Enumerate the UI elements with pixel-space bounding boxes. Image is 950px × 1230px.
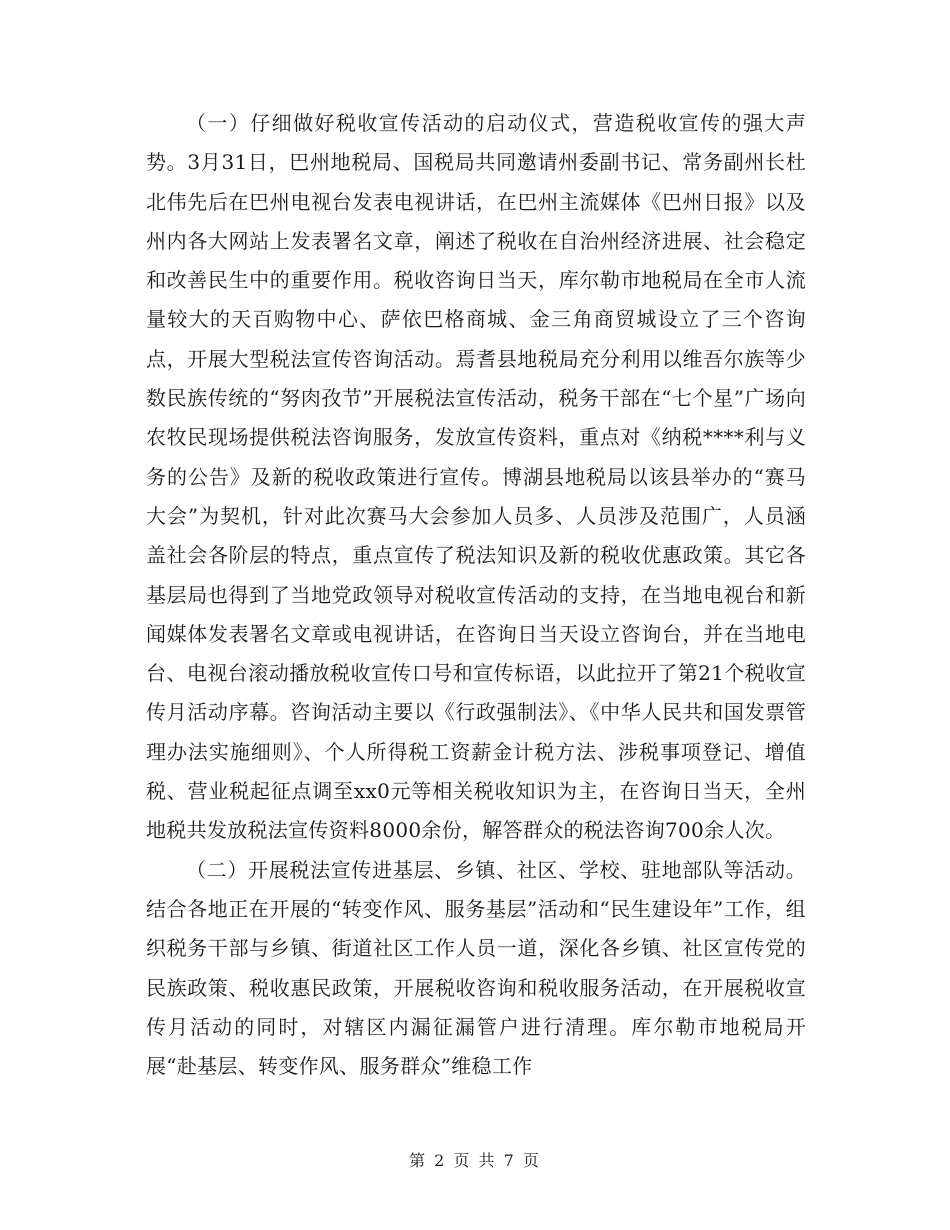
paragraph-1: （一）仔细做好税收宣传活动的启动仪式，营造税收宣传的强大声势。3月31日，巴州地税局、国税局共同邀请州委副书记、常务副州长杜北伟先后在巴州电视台发表电视讲话，在巴州主流媒体《巴州日报》以及州内各大网站上发表署名文章，阐述了税收在自治州经济进展、社会稳定和改善民生中的重要作用。税收咨询日当天，库尔勒市地税局在全市人流量较大的天百购物中心、萨依巴格商城、金三角商贸城设立了三个咨询点，开展大型税法宣传咨询活动。焉耆县地税局充分利用以维吾尔族等少数民族传统的“努肉孜节”开展税法宣传活动，税务干部在“七个星”广场向农牧民现场提供税法咨询服务，发放宣传资料，重点对《纳税****利与义务的公告》及新的税收政策进行宣传。博湖县地税局以该县举办的“赛马大会”为契机，针对此次赛马大会参加人员多、人员涉及范围广，人员涵盖社会各阶层的特点，重点宣传了税法知识及新的税收优惠政策。其它各基层局也得到了当地党政领导对税收宣传活动的支持，在当地电视台和新闻媒体发表署名文章或电视讲话，在咨询日当天设立咨询台，并在当地电台、电视台滚动播放税收宣传口号和宣传标语，以此拉开了第21个税收宣传月活动序幕。咨询活动主要以《行政强制法》、《中华人民共和国发票管理办法实施细则》、个人所得税工资薪金计税方法、涉税事项登记、增值税、营业税起征点调至xx0元等相关税收知识为主，在咨询日当天，全州地税共发放税法宣传资料8000余份，解答群众的税法咨询700余人次。 — [146, 111, 806, 843]
paragraph-2: （二）开展税法宣传进基层、乡镇、社区、学校、驻地部队等活动。结合各地正在开展的“转变作风、服务基层”活动和“民生建设年”工作，组织税务干部与乡镇、街道社区工作人员一道，深化各乡镇、社区宣传党的民族政策、税收惠民政策，开展税收咨询和税收服务活动，在开展税收宣传月活动的同时，对辖区内漏征漏管户进行清理。库尔勒市地税局开展“赴基层、转变作风、服务群众”维稳工作 — [146, 857, 806, 1079]
document-body — [146, 104, 806, 1086]
page-number-footer: 第 2 页 共 7 页 — [409, 1151, 541, 1170]
